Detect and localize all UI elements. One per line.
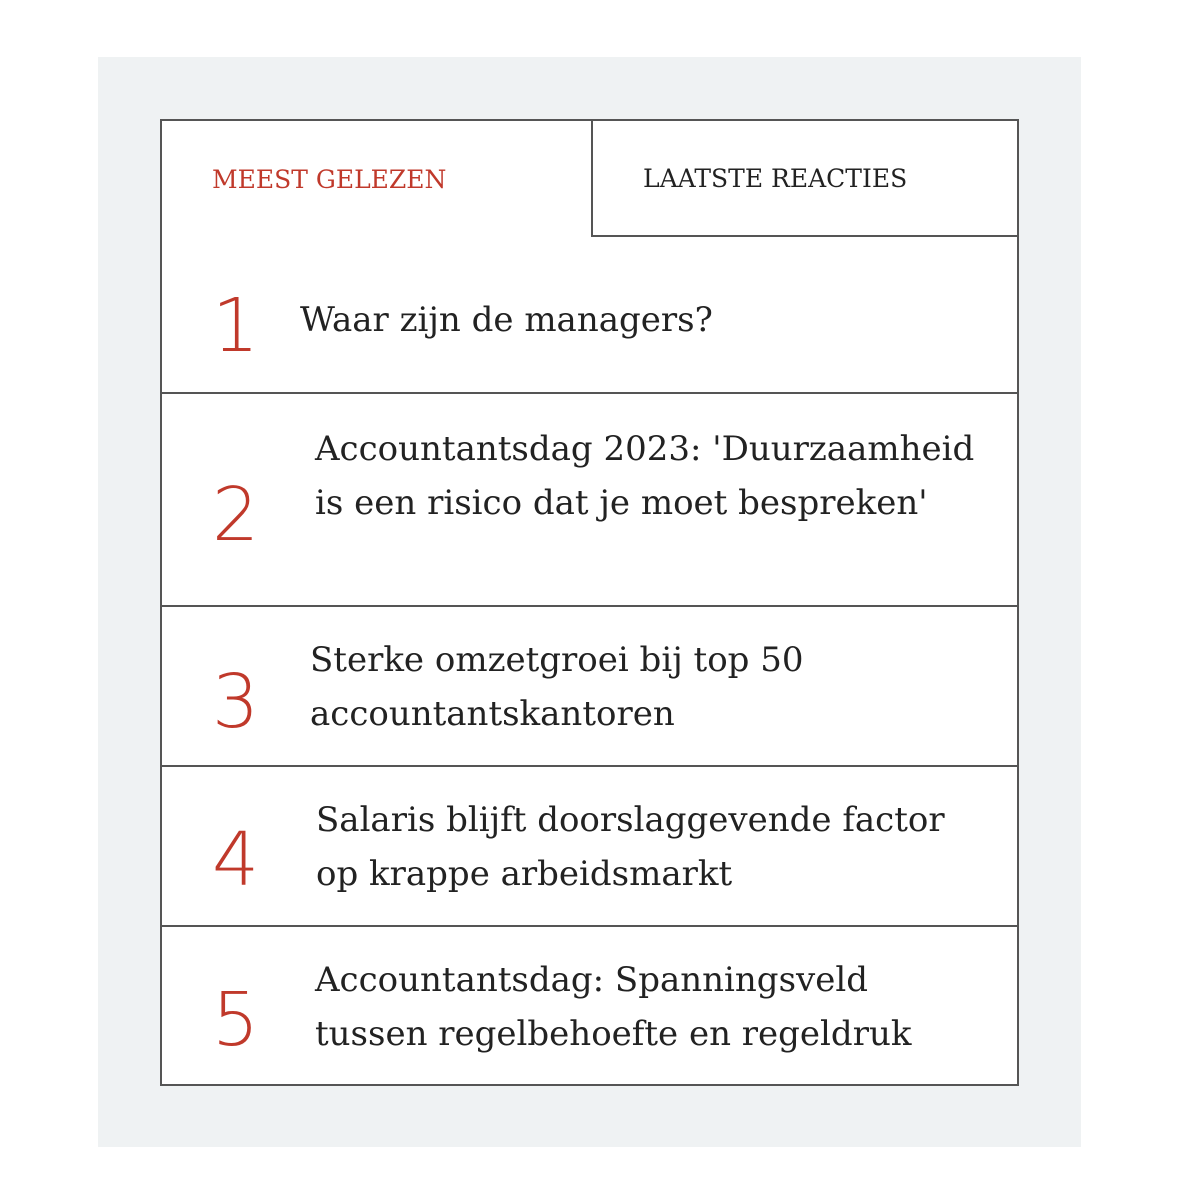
article-title[interactable]: Sterke omzetgroei bij top 50 accountantskantoren [310,640,804,734]
tab-laatste-reacties[interactable] [591,121,1017,237]
tab-label: MEEST GELEZEN [212,164,447,194]
list-item[interactable] [162,927,1017,1084]
tab-meest-gelezen[interactable] [162,121,592,237]
tab-label: LAATSTE REACTIES [643,163,908,193]
rank-number: 2 [212,472,260,558]
article-title[interactable]: Accountantsdag: Spanningsveld tussen regelbehoefte en regeldruk [315,960,912,1054]
article-title[interactable]: Salaris blijft doorslaggevende factor op krappe arbeidsmarkt [316,800,945,894]
rank-number: 1 [212,283,260,369]
list-item[interactable] [162,607,1017,765]
rank-number: 5 [212,977,260,1063]
article-title[interactable]: Waar zijn de managers? [300,300,713,340]
list-item[interactable] [162,767,1017,925]
tab-bar [162,121,1017,237]
rank-number: 4 [212,817,260,903]
popular-articles-widget [160,119,1019,1086]
article-title[interactable]: Accountantsdag 2023: 'Duurzaamheid is een risico dat je moet bespreken' [315,429,975,523]
list-item[interactable] [162,237,1017,392]
list-item[interactable] [162,394,1017,605]
rank-number: 3 [212,659,260,745]
